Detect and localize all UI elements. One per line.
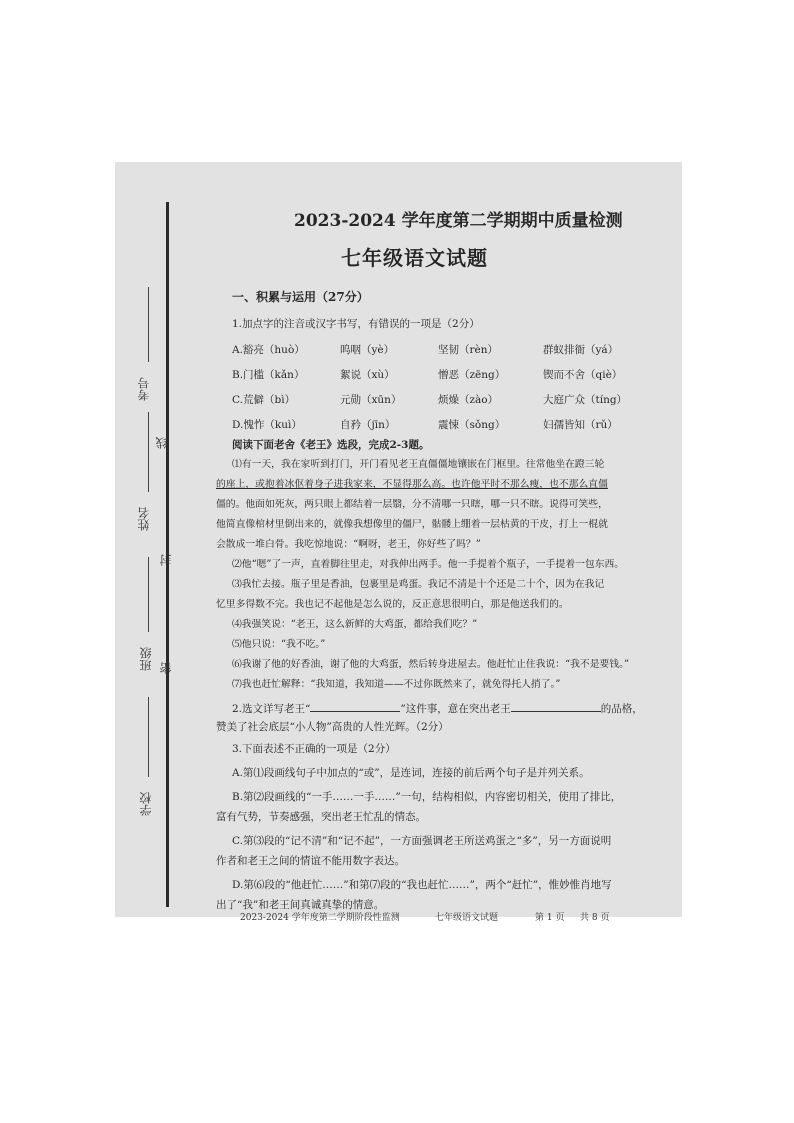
passage-line: ⑴有一天，我在家听到打门，开门看见老王直僵僵地镶嵌在门框里。往常他坐在蹬三轮 [232, 459, 605, 470]
school-blank [148, 697, 149, 777]
passage-line: ⑸他只说：“我不吃。” [232, 639, 326, 650]
exam-sheet-photo [115, 162, 682, 923]
class-blank [148, 557, 149, 632]
q3-option-c-cont: 作者和老王之间的情谊不能用数字表达。 [216, 855, 405, 867]
q1-option-c2: 元勋（xūn） [340, 394, 402, 406]
passage-line: ⑹我谢了他的好香油，谢了他的大鸡蛋，然后转身进屋去。他赶忙止住我说：“我不是要钱。” [232, 659, 629, 670]
passage-line: 他简直像棺材里倒出来的，就像我想像里的僵尸，骷髅上绷着一层枯黄的干皮，打上一棍就 [216, 519, 608, 530]
seal-seal-char: 封 [159, 554, 173, 566]
school-label: 学校 [139, 792, 153, 816]
exam-subtitle: 七年级语文试题 [341, 246, 488, 270]
passage-line: 忆里多得数不完。我也记不起他是怎么说的，反正意思很明白，那是他送我们的。 [216, 599, 569, 610]
passage-line: ⑵他“嗯”了一声，直着脚往里走，对我伸出两手。他一手提着个瓶子，一手提着一包东西。 [232, 559, 625, 570]
q2-part1: 2.选文详写老王“ [232, 703, 311, 715]
q1-option-c1: C.荒僻（bì） [232, 394, 296, 406]
footer-subject: 七年级语文试题 [435, 913, 499, 923]
q1-option-d2: 自矜（jīn） [340, 419, 396, 431]
q2-blank-event[interactable] [310, 700, 400, 712]
passage-line: ⑶我忙去接。瓶子里是香油，包裹里是鸡蛋。我记不清是十个还是二十个，因为在我记 [232, 579, 605, 590]
q1-option-c4: 大庭广众（tíng） [543, 394, 628, 406]
q2-blank-quality[interactable] [511, 700, 601, 712]
passage-line: ⑷我强笑说：“老王，这么新鲜的大鸡蛋，都给我们吃？” [232, 619, 478, 630]
exam-number-label: 考号 [137, 377, 151, 401]
q1-stem: 1.加点字的注音或汉字书写，有错误的一项是（2分） [232, 318, 480, 330]
seal-line-char: 线 [155, 437, 169, 449]
q3-option-b-cont: 富有气势，节奏感强，突出老王忙乱的情态。 [216, 811, 426, 823]
seal-secret-char: 密 [159, 662, 173, 674]
q3-option-b: B.第⑵段画线的“一手……一手……”一句，结构相似，内容密切相关，使用了排比， [232, 791, 622, 803]
name-label: 姓名 [137, 507, 151, 531]
passage-line: 僵的。他面如死灰，两只眼上都结着一层翳，分不清哪一只瞎，哪一只不瞎。说得可笑些， [216, 499, 608, 510]
exam-title: 2023-2024 学年度第二学期期中质量检测 [294, 211, 623, 231]
q3-option-d: D.第⑹段的“他赶忙……”和第⑺段的“我也赶忙……”，两个“赶忙”，惟妙惟肖地写 [232, 879, 612, 891]
q1-option-a3: 坚韧（rèn） [438, 344, 498, 356]
exam-number-blank [148, 287, 149, 362]
q1-option-b3: 憎恶（zēng） [438, 369, 506, 381]
q1-option-b4: 锲而不舍（qiè） [543, 369, 623, 381]
q3-option-a: A.第⑴段画线句子中加点的“或”，是连词，连接的前后两个句子是并列关系。 [232, 767, 590, 779]
q3-stem: 3.下面表述不正确的一项是（2分） [232, 743, 396, 755]
q2-line1 [232, 700, 643, 716]
q1-option-d4: 妇孺皆知（rǔ） [543, 419, 618, 431]
q3-option-c: C.第⑶段的“记不清”和“记不起”，一方面强调老王所送鸡蛋之“多”，另一方面说明 [232, 835, 612, 847]
passage-line: 的座上，或抱着冰伛着身子进我家来，不显得那么高。也许他平时不那么瘦，也不那么直僵 [216, 479, 608, 490]
name-blank [148, 412, 149, 492]
q1-option-a2: 呜咽（yè） [340, 344, 395, 356]
q1-option-a1: A.豁亮（huò） [232, 344, 305, 356]
q1-option-d3: 震悚（sǒng） [438, 419, 506, 431]
passage-line: ⑺我也赶忙解释：“我知道，我知道——不过你既然来了，就免得托人捎了。” [232, 679, 561, 690]
q2-part2: ”这件事，意在突出老王 [400, 703, 511, 715]
passage-line: 会散成一堆白骨。我吃惊地说：“啊呀，老王，你好些了吗？” [216, 539, 481, 550]
q1-option-c3: 烦燥（zào） [438, 394, 499, 406]
class-label: 班级 [139, 647, 153, 671]
q2-line2: 赞美了社会底层“小人物”高贵的人性光辉。（2分） [216, 721, 449, 733]
footer-total: 共 8 页 [580, 913, 610, 923]
q1-option-b2: 絮说（xù） [340, 369, 395, 381]
q1-option-b1: B.门槛（kǎn） [232, 369, 305, 381]
q1-option-a4: 群蚁排衙（yá） [543, 344, 619, 356]
section-heading: 一、积累与运用（27分） [232, 290, 369, 304]
q1-option-d1: D.愧怍（kuì） [232, 419, 302, 431]
q2-part3: 的品格， [600, 703, 643, 715]
q3-option-d-cont: 出了“我”和老王间真诚真挚的情意。 [216, 899, 385, 911]
footer-exam-name: 2023-2024 学年度第二学期阶段性监测 [240, 913, 400, 923]
reading-intro: 阅读下面老舍《老王》选段，完成2-3题。 [232, 439, 430, 451]
footer-page: 第 1 页 [535, 913, 565, 923]
